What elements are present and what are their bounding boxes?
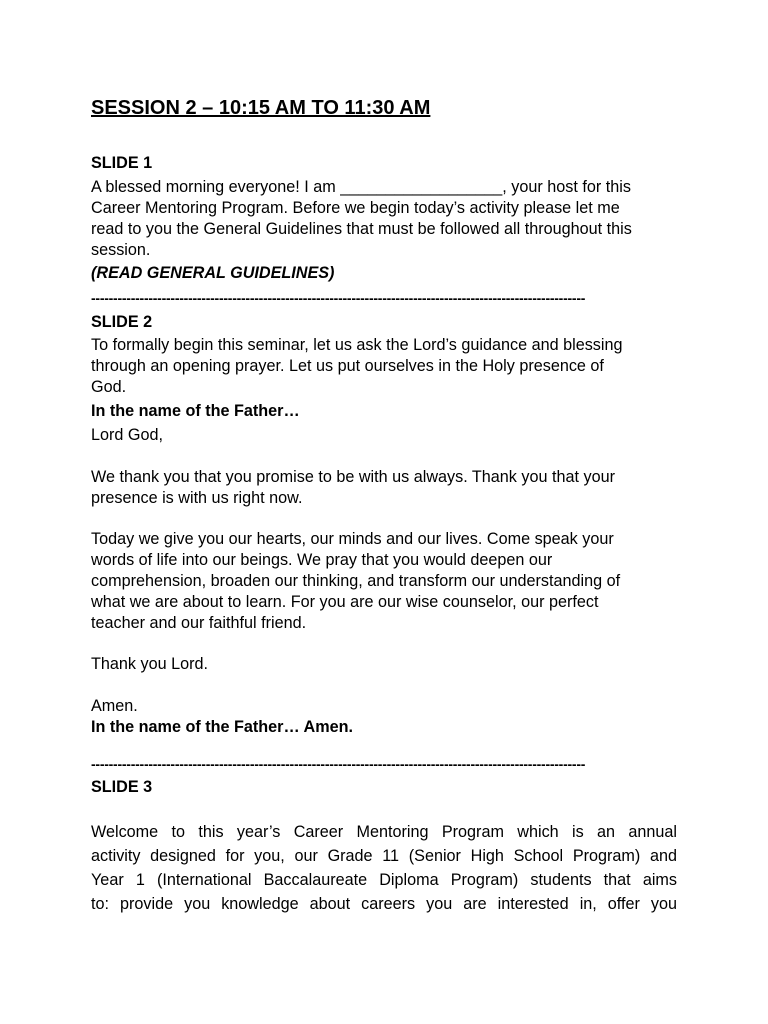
slide-1-line: Career Mentoring Program. Before we begin today’s activity please let me: [91, 199, 620, 217]
slide-3-label: SLIDE 3: [91, 778, 153, 796]
prayer-line: words of life into our beings. We pray that you would deepen our: [91, 551, 553, 569]
separator-line: ----------------------------------------------------------------------------------------------------------------: [91, 291, 586, 305]
session-title: SESSION 2 – 10:15 AM TO 11:30 AM: [91, 97, 431, 119]
prayer-salutation: Lord God,: [91, 426, 163, 444]
slide-3-line: Year 1 (International Baccalaureate Diploma Program) students that aims: [91, 871, 677, 889]
slide-1-label: SLIDE 1: [91, 154, 153, 172]
separator-line: ----------------------------------------------------------------------------------------------------------------: [91, 757, 586, 771]
slide-2-intro-line: To formally begin this seminar, let us ask the Lord’s guidance and blessing: [91, 336, 623, 354]
closing-sign-of-cross: In the name of the Father… Amen.: [91, 718, 354, 736]
prayer-line: Today we give you our hearts, our minds and our lives. Come speak your: [91, 530, 614, 548]
read-guidelines-instruction: (READ GENERAL GUIDELINES): [91, 264, 335, 282]
prayer-line: comprehension, broaden our thinking, and transform our understanding of: [91, 572, 621, 590]
prayer-line: We thank you that you promise to be with us always. Thank you that your: [91, 468, 615, 486]
prayer-amen: Amen.: [91, 697, 138, 715]
slide-2-intro-line: through an opening prayer. Let us put ourselves in the Holy presence of: [91, 357, 604, 375]
slide-2-intro-line: God.: [91, 378, 127, 396]
slide-2-label: SLIDE 2: [91, 313, 153, 331]
sign-of-cross: In the name of the Father…: [91, 402, 300, 420]
slide-3-line: to: provide you knowledge about careers you are interested in, offer you: [91, 895, 677, 913]
slide-1-line: session.: [91, 241, 151, 259]
slide-3-line: activity designed for you, our Grade 11 (Senior High School Program) and: [91, 847, 677, 865]
prayer-line: teacher and our faithful friend.: [91, 614, 307, 632]
slide-1-line: read to you the General Guidelines that must be followed all throughout this: [91, 220, 632, 238]
prayer-thanks: Thank you Lord.: [91, 655, 208, 673]
prayer-line: presence is with us right now.: [91, 489, 303, 507]
prayer-line: what we are about to learn. For you are our wise counselor, our perfect: [91, 593, 599, 611]
slide-3-line: Welcome to this year’s Career Mentoring Program which is an annual: [91, 823, 677, 841]
slide-1-line: A blessed morning everyone! I am __________________, your host for this: [91, 178, 631, 196]
